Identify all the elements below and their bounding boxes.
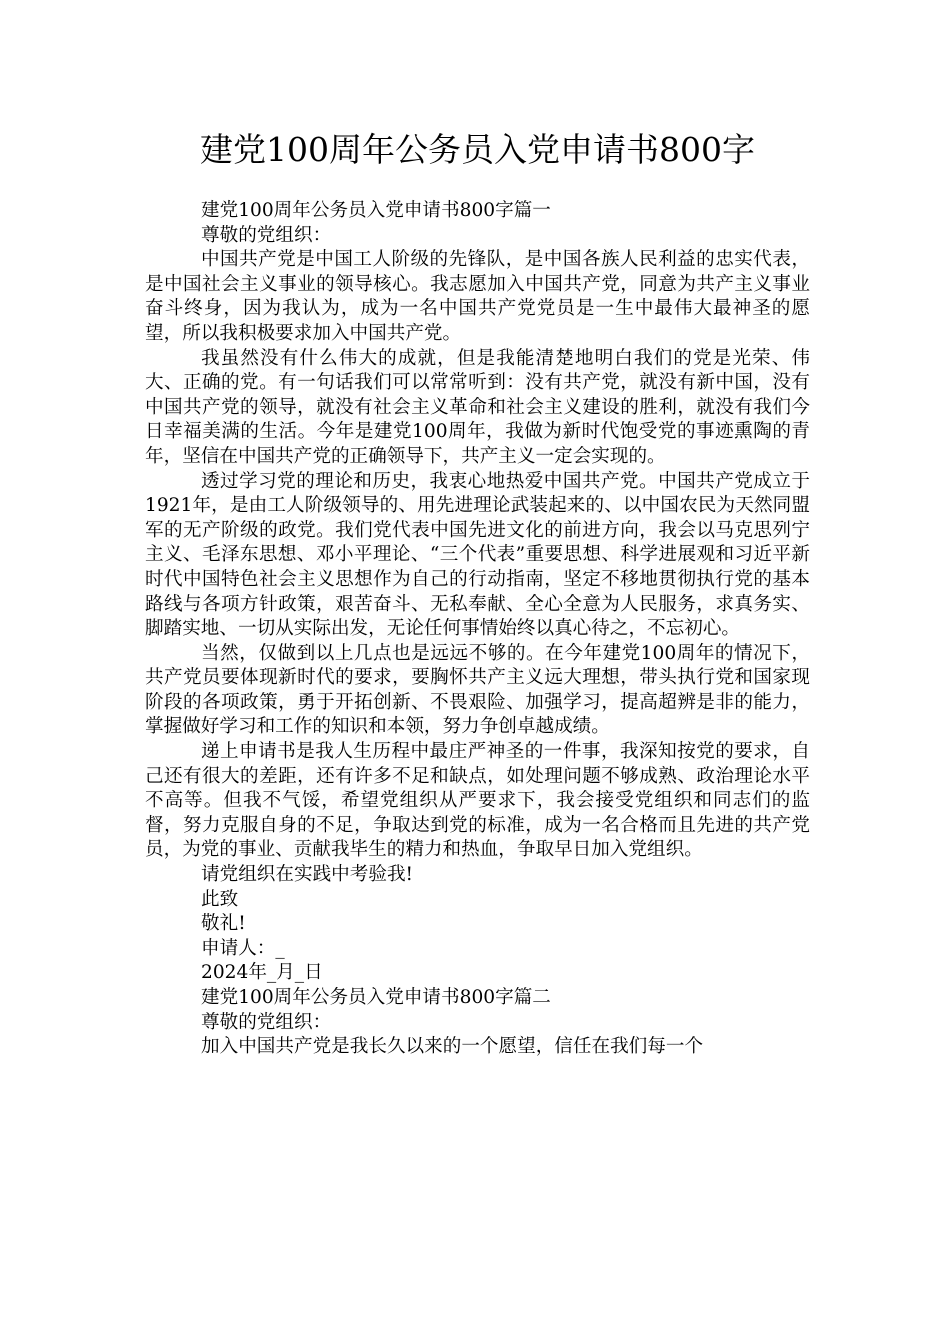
closing-jing-li: 敬礼! [201, 913, 246, 935]
document-title: 建党100周年公务员入党申请书800字 [200, 130, 755, 169]
paragraph-4: 当然，仅做到以上几点也是远远不够的。在今年建党100周年的情况下，共产党员要体现新时代的要求，要胸怀共产主义远大理想，带头执行党和国家现阶段的各项政策，勇于开拓创新、不畏艰险、加强学习，提高超辨是非的能力，掌握做好学习和工作的知识和本领，努力争创卓越成绩。 [145, 642, 810, 738]
section-heading-1: 建党100周年公务员入党申请书800字篇一 [201, 200, 551, 221]
paragraph-3: 透过学习党的理论和历史，我衷心地热爱中国共产党。中国共产党成立于1921年，是由工人阶级领导的、用先进理论武装起来的、以中国农民为天然同盟军的无产阶级的政党。我们党代表中国先进文化的前进方向，我会以马克思列宁主义、毛泽东思想、邓小平理论、“三个代表”重要思想、科学进展观和习近平新时代中国特色社会主义思想作为自己的行动指南，坚定不移地贯彻执行党的基本路线与各项方针政策，艰苦奋斗、无私奉献、全心全意为人民服务，求真务实、脚踏实地、一切从实际出发，无论任何事情始终以真心待之，不忘初心。 [145, 470, 810, 640]
applicant-line: 申请人：_ [201, 937, 285, 959]
paragraph-1: 中国共产党是中国工人阶级的先锋队，是中国各族人民利益的忠实代表，是中国社会主义事业的领导核心。我志愿加入中国共产党，同意为共产主义事业奋斗终身，因为我认为，成为一名中国共产党党员是一生中最伟大最神圣的愿望，所以我积极要求加入中国共产党。 [145, 249, 810, 344]
document-page [145, 120, 810, 1060]
paragraph-5: 递上申请书是我人生历程中最庄严神圣的一件事，我深知按党的要求，自己还有很大的差距，还有许多不足和缺点，如处理问题不够成熟、政治理论水平不高等。但我不气馁，希望党组织从严要求下，我会接受党组织和同志们的监督，努力克服自身的不足，争取达到党的标准，成为一名合格而且先进的共产党员，为党的事业、贡献我毕生的精力和热血，争取早日加入党组织。 [145, 741, 810, 861]
salutation-2: 尊敬的党组织： [201, 1011, 332, 1033]
date-line: 2024年_月_日 [201, 962, 323, 984]
section2-first-line: 加入中国共产党是我长久以来的一个愿望，信任在我们每一个 [201, 1036, 704, 1058]
closing-request: 请党组织在实践中考验我! [201, 864, 414, 886]
section-heading-2: 建党100周年公务员入党申请书800字篇二 [201, 987, 551, 1008]
paragraph-2: 我虽然没有什么伟大的成就，但是我能清楚地明白我们的党是光荣、伟大、正确的党。有一句话我们可以常常听到：没有共产党，就没有新中国，没有中国共产党的领导，就没有社会主义革命和社会主义建设的胜利，就没有我们今日幸福美满的生活。今年是建党100周年，我做为新时代饱受党的事迹熏陶的青年，坚信在中国共产党的正确领导下，共产主义一定会实现的。 [145, 347, 810, 467]
salutation-1: 尊敬的党组织： [201, 224, 332, 246]
closing-ci-zhi: 此致 [201, 888, 239, 910]
